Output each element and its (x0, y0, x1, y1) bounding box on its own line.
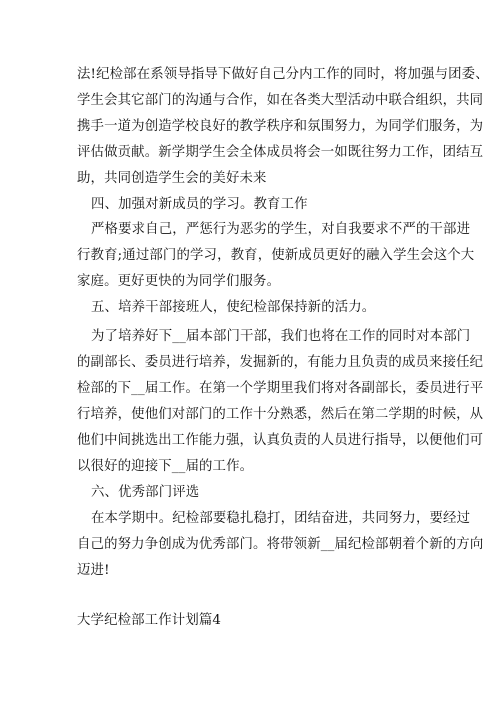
text-line: 助，共同创造学生会的美好未来 (77, 171, 267, 186)
text-line: 以很好的迎接下__届的工作。 (77, 459, 254, 474)
text-line: 评估做贡献。新学期学生会全体成员将会一如既往努力工作，团结互 (77, 145, 484, 160)
section-heading: 六、优秀部门评选 (91, 485, 200, 500)
text-line: 行培养，使他们对部门的工作十分熟悉，然后在第二学期的时候，从 (77, 407, 484, 422)
text-line: 迈进! (77, 563, 110, 578)
document-title: 大学纪检部工作计划篇4 (77, 613, 222, 628)
text-line: 在本学期中。纪检部要稳扎稳打，团结奋进，共同努力，要经过 (91, 511, 471, 526)
text-line: 的副部长、委员进行培养，发掘新的，有能力且负责的成员来接任纪 (77, 355, 484, 370)
text-line: 家庭。更好更快的为同学们服务。 (77, 274, 281, 289)
text-line: 严格要求自己，严惩行为恶劣的学生，对自我要求不严的干部进 (91, 222, 471, 237)
text-line: 检部的下__届工作。在第一个学期里我们将对各副部长，委员进行平 (77, 381, 484, 396)
text-line: 自己的努力争创成为优秀部门。将带领新__届纪检部朝着个新的方向 (77, 537, 484, 552)
text-line: 行教育;通过部门的学习，教育，使新成员更好的融入学生会这个大 (77, 248, 475, 263)
section-heading: 五、培养干部接班人，使纪检部保持新的活力。 (91, 300, 376, 315)
text-line: 学生会其它部门的沟通与合作，如在各类大型活动中联合组织，共同 (77, 93, 484, 108)
text-line: 携手一道为创造学校良好的教学秩序和氛围努力，为同学们服务，为 (77, 119, 484, 134)
text-line: 为了培养好下__届本部门干部，我们也将在工作的同时对本部门 (91, 329, 471, 344)
text-line: 他们中间挑选出工作能力强，认真负责的人员进行指导，以便他们可 (77, 433, 484, 448)
text-line: 法!纪检部在系领导指导下做好自己分内工作的同时，将加强与团委、 (77, 67, 489, 82)
section-heading: 四、加强对新成员的学习。教育工作 (91, 197, 308, 212)
